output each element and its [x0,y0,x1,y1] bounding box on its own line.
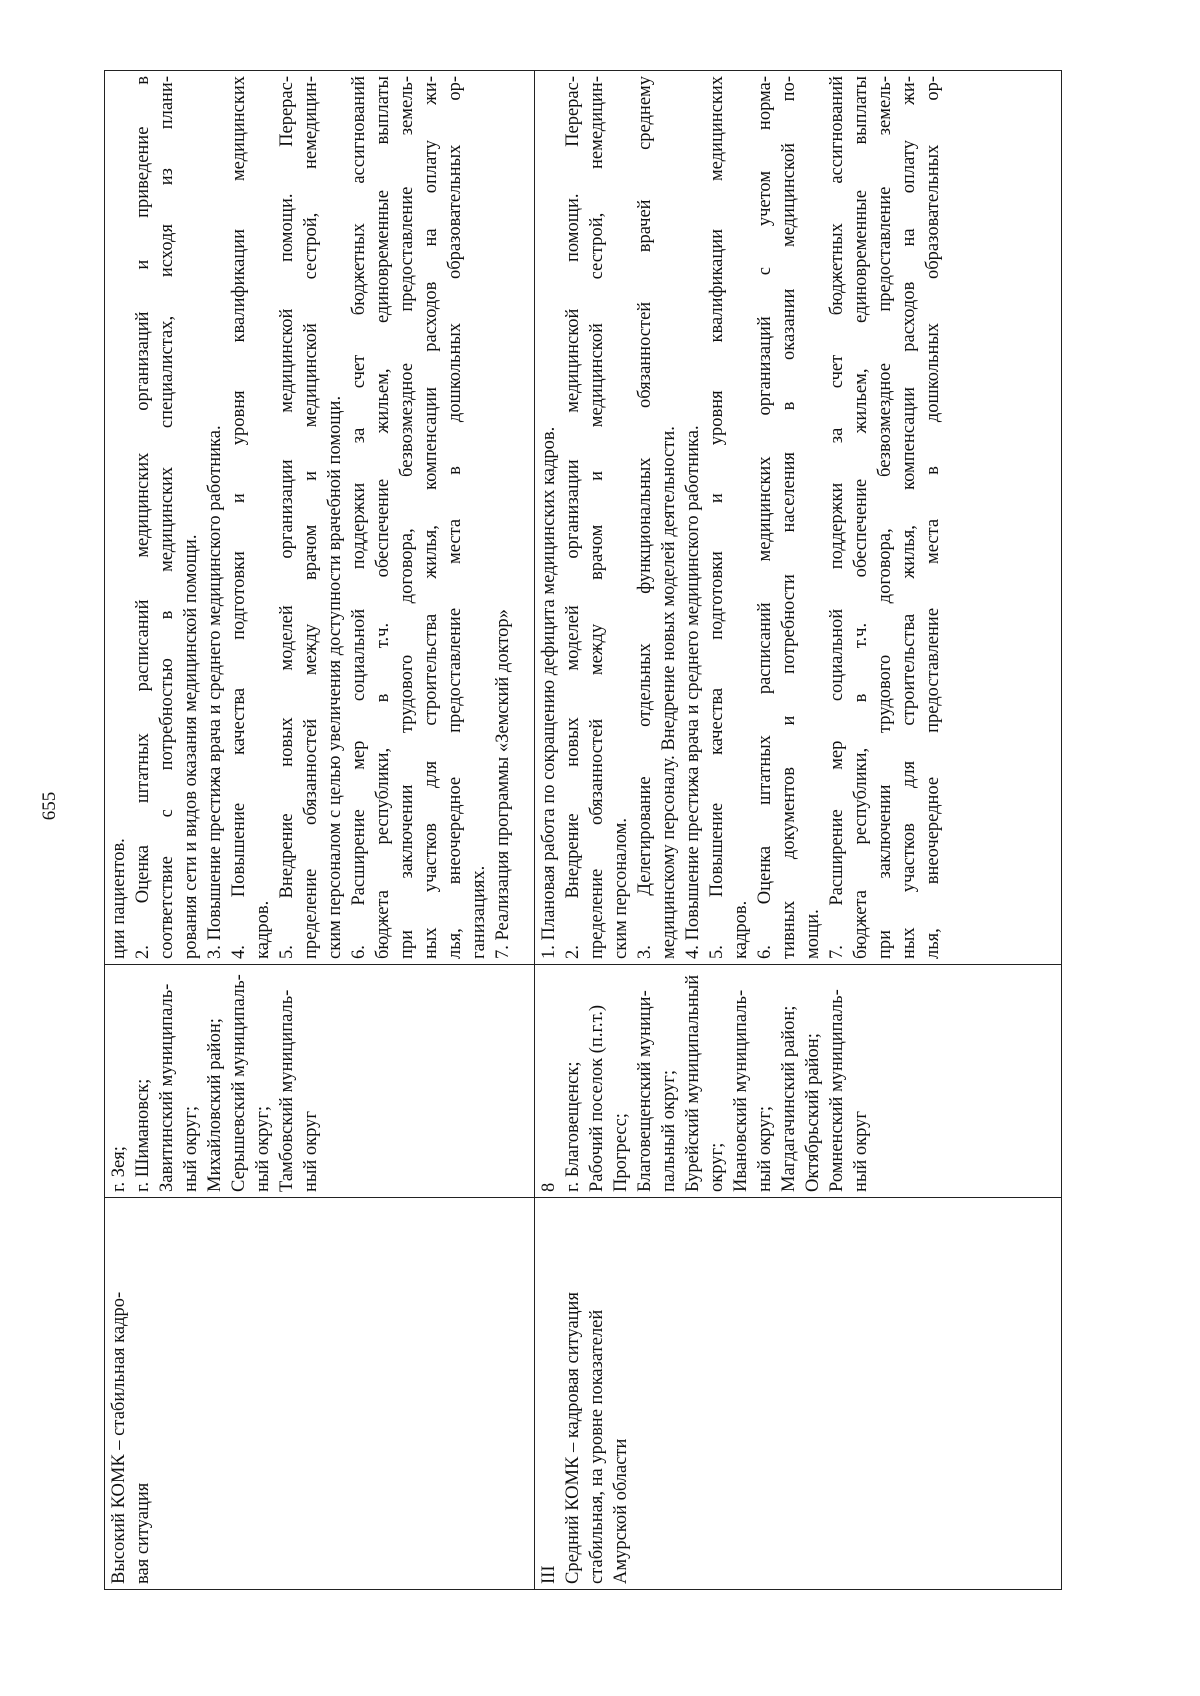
rotated-table-wrapper [104,70,1062,1590]
territories-cell: г. Зея; г. Шимановск; Завитинский муниципаль- ный округ; Михайловский район; Серышевский муниципаль- ный округ; Тамбовский муниципаль- ный округ [105,965,535,1198]
page-number: 655 [39,791,60,821]
table-row [105,71,535,1590]
level-cell: Высокий КОМК – стабильная кадро- вая ситуация [105,1198,535,1590]
territories-cell: 8 г. Благовещенск; Рабочий поселок (п.г.т.) Прогресс; Благовещенский муници- пальный округ; Бурейский муниципальный округ; Ивановский муниципаль- ный округ; Магдагачинский район; Октябрьский район; Ромненский муниципаль- ный округ [535,965,1062,1198]
measures-table [104,70,1062,1590]
measures-cell: 1. Плановая работа по сокращению дефицита медицинских кадров. 2. Внедрение новых моделей организации медицинской помощи. Перерас- пределение обязанностей между врачом и медицинской сестрой, немедицин- ским персоналом. 3. Делегирование отдельных функциональных обязанностей врачей среднему медицинскому персоналу. Внедрение новых моделей деятельности. 4. Повышение престижа врача и среднего медицинского работника. 5. Повышение качества подготовки и уровня квалификации медицинских кадров. 6. Оценка штатных расписаний медицинских организаций с учетом норма- тивных документов и потребности населения в оказании медицинской по- мощи. 7. Расширение мер социальной поддержки за счет бюджетных ассигнований бюджета республики, в т.ч. обеспечение жильем, единовременные выплаты при заключении трудового договора, безвозмездное предоставление земель- ных участков для строительства жилья, компенсации расходов на оплату жи- лья, внеочередное предоставление места в дошкольных образовательных ор- [535,71,1062,965]
measures-cell: ции пациентов. 2. Оценка штатных расписаний медицинских организаций и приведение в соответствие с потребностью в медицинских специалистах, исходя из плани- рования сети и видов оказания медицинской помощи. 3. Повышение престижа врача и среднего медицинского работника. 4. Повышение качества подготовки и уровня квалификации медицинских кадров. 5. Внедрение новых моделей организации медицинской помощи. Перерас- пределение обязанностей между врачом и медицинской сестрой, немедицин- ским персоналом с целью увеличения доступности врачебной помощи. 6. Расширение мер социальной поддержки за счет бюджетных ассигнований бюджета республики, в т.ч. обеспечение жильем, единовременные выплаты при заключении трудового договора, безвозмездное предоставление земель- ных участков для строительства жилья, компенсации расходов на оплату жи- лья, внеочередное предоставление места в дошкольных образовательных ор- ганизациях. 7. Реализация программы «Земский доктор» [105,71,535,965]
level-cell: III Средний КОМК – кадровая ситуация стабильная, на уровне показателей Амурской области [535,1198,1062,1590]
table-row [535,71,1062,1590]
